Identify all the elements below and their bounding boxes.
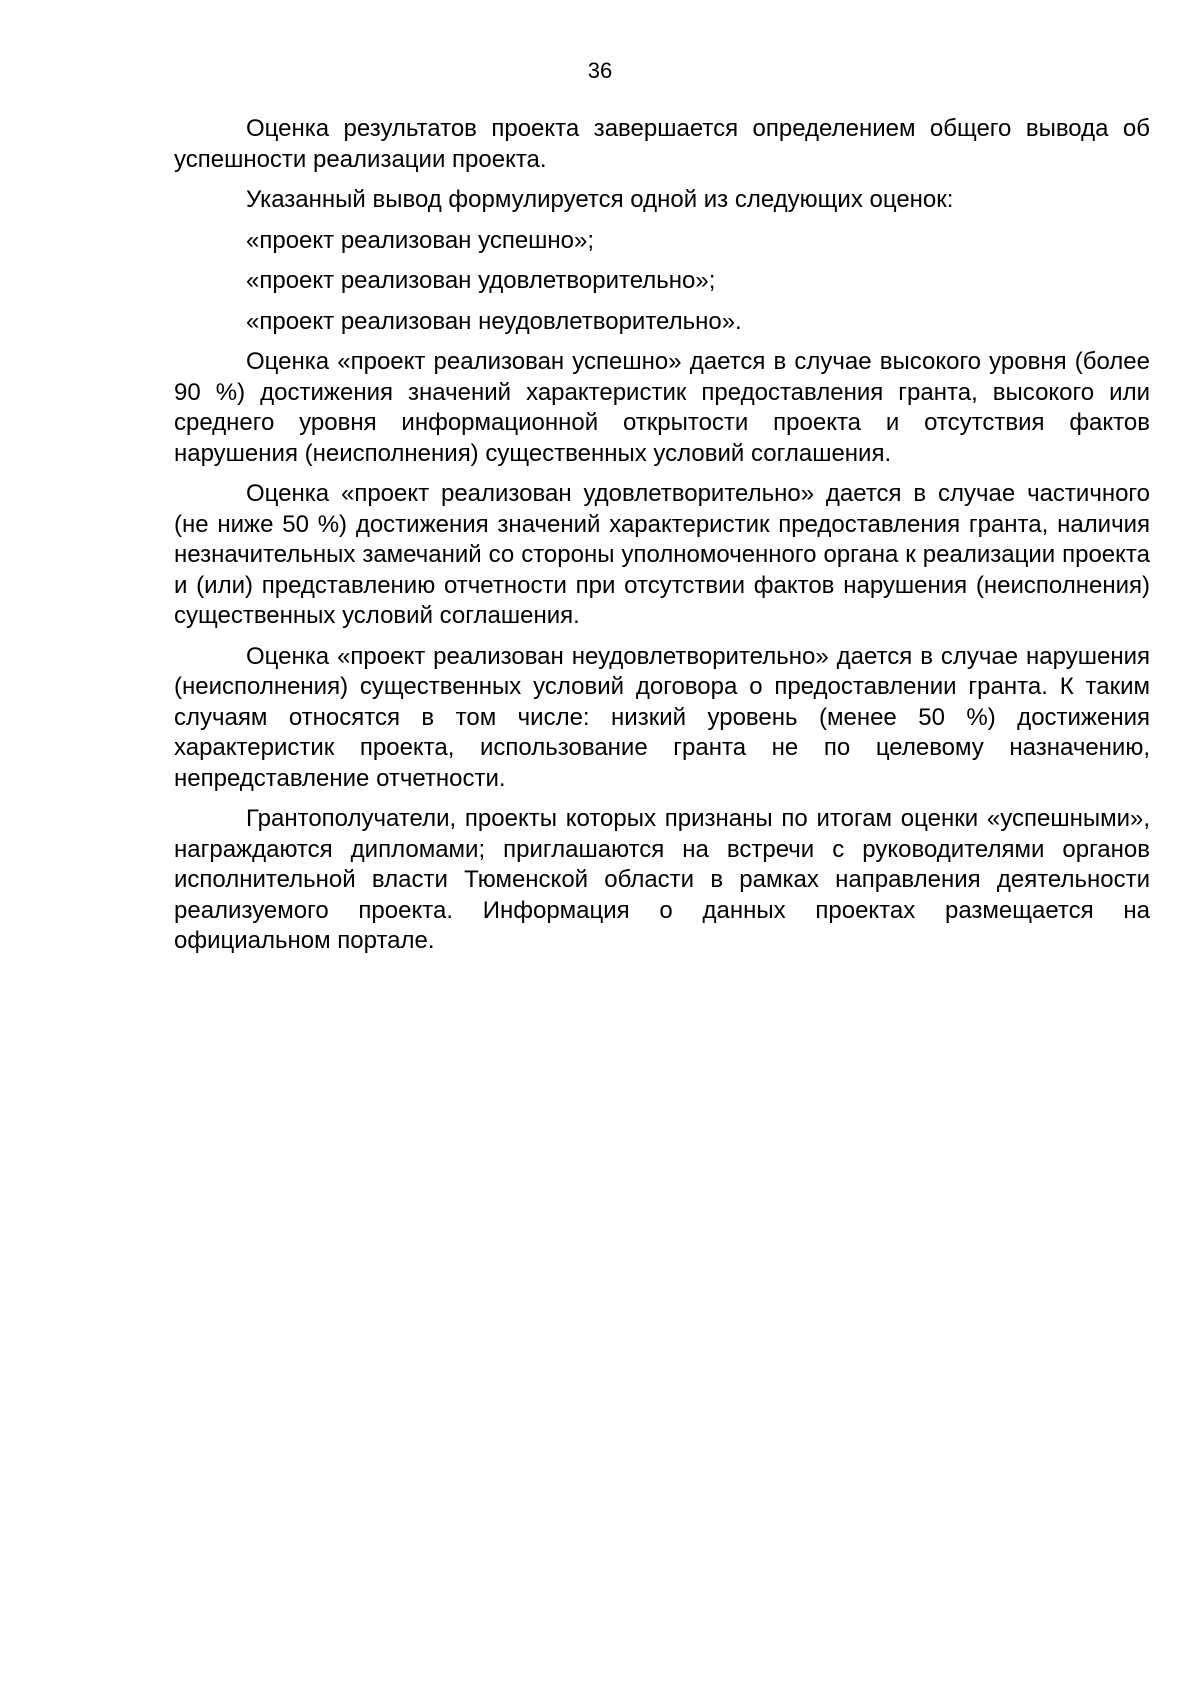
document-body [174,114,1150,967]
paragraph-satisfactory-criteria: Оценка «проект реализован удовлетворительно» дается в случае частичного (не ниже 50 %) достижения значений характеристик предоставления гранта, наличия незначительных замечаний со стороны уполномоченного органа к реализации проекта и (или) представлению отчетности при отсутствии фактов нарушения (неисполнения) существенных условий соглашения. [174,480,1150,629]
list-item-unsatisfactory: «проект реализован неудовлетворительно». [246,307,742,335]
paragraph-successful-criteria: Оценка «проект реализован успешно» дается в случае высокого уровня (более 90 %) достижения значений характеристик предоставления гранта, высокого или среднего уровня информационной открытости проекта и отсутствия фактов нарушения (неисполнения) существенных условий соглашения. [174,348,1150,467]
page-number: 36 [587,58,613,83]
paragraph-conclusion-intro: Оценка результатов проекта завершается определением общего вывода об успешности реализации проекта. [174,115,1150,173]
paragraph-grant-recipients: Грантополучатели, проекты которых признаны по итогам оценки «успешными», награждаются дипломами; приглашаются на встречи с руководителями органов исполнительной власти Тюменской области в рамках направления деятельности реализуемого проекта. Информация о данных проектах размещается на официальном портале. [174,805,1150,954]
paragraph-evaluation-options: Указанный вывод формулируется одной из следующих оценок: [246,186,954,213]
paragraph-unsatisfactory-criteria: Оценка «проект реализован неудовлетворительно» дается в случае нарушения (неисполнения) существенных условий договора о предоставлении гранта. К таким случаям относятся в том числе: низкий уровень (менее 50 %) достижения характеристик проекта, использование гранта не по целевому назначению, непредставление отчетности. [174,642,1150,792]
list-item-satisfactory: «проект реализован удовлетворительно»; [246,267,716,294]
list-item-successful: «проект реализован успешно»; [246,226,595,254]
